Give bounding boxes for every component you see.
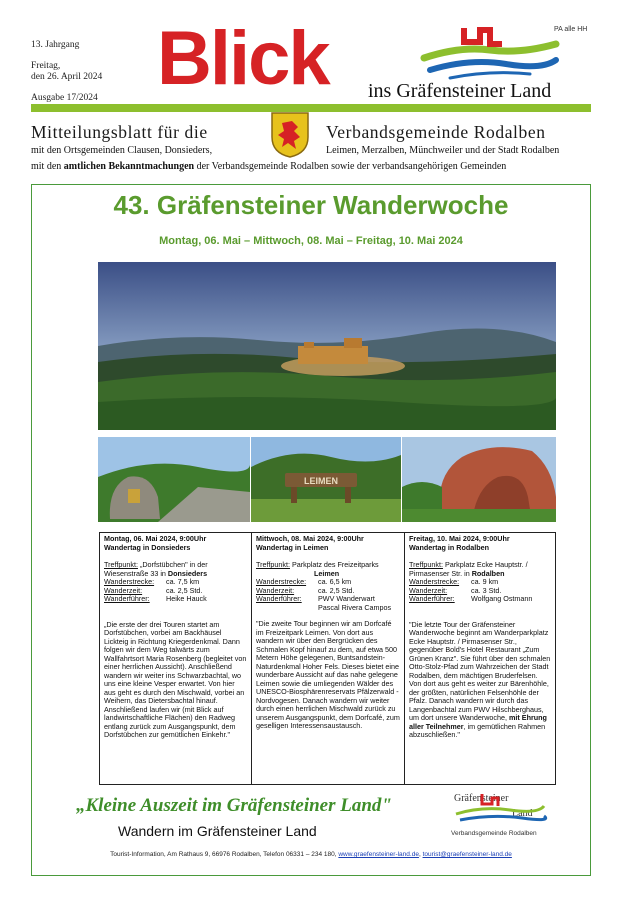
event-headline: 43. Gräfensteiner Wanderwoche [113, 190, 509, 220]
tour-description: "Die letzte Tour der Gräfensteiner Wanderwoche beginnt am Wanderparkplatz Ecke Hauptstr. / Pirmasenser Str., gegenüber Bold's Hotel Restaurant „Zum Grünen Kranz". Sie führt über den schmalen Otto-Stolz-Pfad zum Wahrzeichen der Stadt Rodalben, dem mächtigen Bruderfelsen. Von dort aus geht es weiter zur Bärenhöhle, der größten, natürlichen Felsenhöhle der Pfalz. Danach wandern wir durch das Langenbachtal zum PWV Hilschberghaus, um dort unsere Wanderwoche, mit Ehrung aller Teilnehmer, im gemütlichen Rahmen abzuschließen." [409, 619, 551, 739]
tour-description: "Die zweite Tour beginnen wir am Dorfcafé im Freizeitpark Leimen. Von dort aus wandern wir über den Bergrücken des Schmalen Kopf hinauf zu dem, auf etwa 500 Metern Höhe gelegenen, Buntsandstein-Naturdenkmal Hoher Fels. Dieses bietet eine wunderbare Aussicht auf das nahe gelegene Leimen sowie die umliegenden Wälder des UNESCO-Biosphärenreservats Pfälzerwald - Nordvogesen. Danach wandern wir weiter durch einen herrlichen Mischwald zurück zu unserem Ausgangspunkt, dem Dorfcafé, zum geselligen Interessensaustausch. [256, 619, 400, 730]
tour-distance: Wanderstrecke: ca. 9 km [409, 577, 499, 586]
masthead-divider [31, 104, 591, 112]
tour-title: Wandertag in Leimen [256, 542, 329, 552]
tour-column-rodalben [404, 533, 555, 784]
event-dates: Montag, 06. Mai – Mittwoch, 08. Mai – Freitag, 10. Mai 2024 [159, 235, 463, 247]
masthead-subtitle: ins Gräfensteiner Land [368, 80, 552, 102]
bulletin-title: Mitteilungsblatt für die [31, 122, 208, 142]
tour-guide: Wanderführer: Wolfgang Ostmann [409, 594, 533, 603]
tour-distance: Wanderstrecke: ca. 7,5 km [104, 577, 200, 586]
rodalben-photo [402, 437, 556, 522]
tour-guide: Wanderführer: Heike Hauck [104, 594, 207, 603]
tours-table [99, 532, 556, 785]
tour-date: Montag, 06. Mai 2024, 9:00Uhr [104, 534, 207, 543]
tour-guide: Wanderführer: PWV Wanderwart [256, 594, 375, 603]
tour-meetpoint: Treffpunkt: „Dorfstübchen" in der Wiesenstraße 33 in Donsieders [104, 560, 208, 578]
tour-distance: Wanderstrecke: ca. 6,5 km [256, 577, 352, 586]
distribution-note: PA alle HH [554, 26, 588, 33]
issue-number: Ausgabe 17/2024 [31, 93, 98, 103]
tour-date: Mittwoch, 08. Mai 2024, 9:00Uhr [256, 534, 364, 543]
tour-column-donsieders [100, 533, 251, 784]
tour-duration: Wanderzeit: ca. 3 Std. [409, 585, 502, 595]
email-link[interactable]: tourist@graefensteiner-land.de [422, 851, 512, 858]
website-link[interactable]: www.graefensteiner-land.de [338, 851, 419, 858]
tour-duration: Wanderzeit: ca. 2,5 Std. [104, 585, 203, 595]
tour-title: Wandertag in Rodalben [409, 542, 489, 552]
issue-date: den 26. April 2024 [31, 72, 103, 82]
graefensteiner-land-logo [420, 20, 560, 82]
municipalities-right: Leimen, Merzalben, Münchweiler und der Stadt Rodalben [326, 145, 560, 156]
coat-of-arms-icon [270, 111, 310, 159]
tour-description: „Die erste der drei Touren startet am Dorfstübchen, vorbei am Backhäusel Lickteig in Richtung Kriegerdenkmal. Dann folgen wir dem Weg talwärts zum Wallfahrtsort Maria Rosenberg (begleitet von einer herrlichen Aussicht). Anschließend wandern wir weiter ins Schwarzbachtal, wo uns eine kleine Vesper erwartet. Von hier aus geht es durch den Mischwald, vorbei an Weihern, das Dietersbachtal hinauf. Anschließend laufen wir (mit Blick auf landwirtschaftliche Flächen) den Radweg entlang zurück zum Ausgangspunkt, dem Dorfstübchen zur gemütlichen Einkehr." [104, 619, 247, 739]
tour-duration: Wanderzeit: ca. 2,5 Std. [256, 585, 355, 595]
vg-logo-caption: Verbandsgemeinde Rodalben [451, 830, 537, 837]
masthead-title: Blick [157, 16, 329, 101]
tour-meetpoint: Treffpunkt: Parkplatz des Freizeitparks Leimen [256, 560, 379, 578]
verbandsgemeinde-logo [452, 790, 548, 828]
donsieders-photo [98, 437, 250, 522]
municipalities-left: mit den Ortsgemeinden Clausen, Donsieders, [31, 145, 213, 156]
leimen-sign-text: LEIMEN [303, 476, 339, 486]
footer-contact: Tourist-Information, Am Rathaus 9, 66976 Rodalben, Telefon 06331 – 234 180, www.graefensteiner-land.de, tourist@graefensteiner-land.de [110, 851, 512, 858]
vg-logo-top: Gräfensteiner [454, 793, 509, 804]
tour-title: Wandertag in Donsieders [104, 542, 191, 552]
issue-weekday: Freitag, [31, 61, 61, 71]
slogan-subtitle: Wandern im Gräfensteiner Land [118, 823, 317, 839]
vg-logo-land: Land [512, 808, 533, 819]
announcements-line: mit den amtlichen Bekanntmachungen der Verbandsgemeinde Rodalben sowie der verbandsangehörigen Gemeinden [31, 161, 507, 172]
castle-photo [98, 262, 556, 430]
tour-column-leimen [251, 533, 404, 784]
leimen-photo [251, 437, 401, 522]
slogan-script: „Kleine Auszeit im Gräfensteiner Land" [76, 795, 392, 816]
tour-guide-name: Pascal Rivera Campos [318, 602, 392, 612]
tour-meetpoint: Treffpunkt: Parkplatz Ecke Hauptstr. / Pirmasenser Str. in Rodalben [409, 560, 528, 578]
municipality-title: Verbandsgemeinde Rodalben [326, 122, 546, 142]
jahrgang: 13. Jahrgang [31, 40, 80, 50]
tour-date: Freitag, 10. Mai 2024, 9:00Uhr [409, 534, 510, 543]
